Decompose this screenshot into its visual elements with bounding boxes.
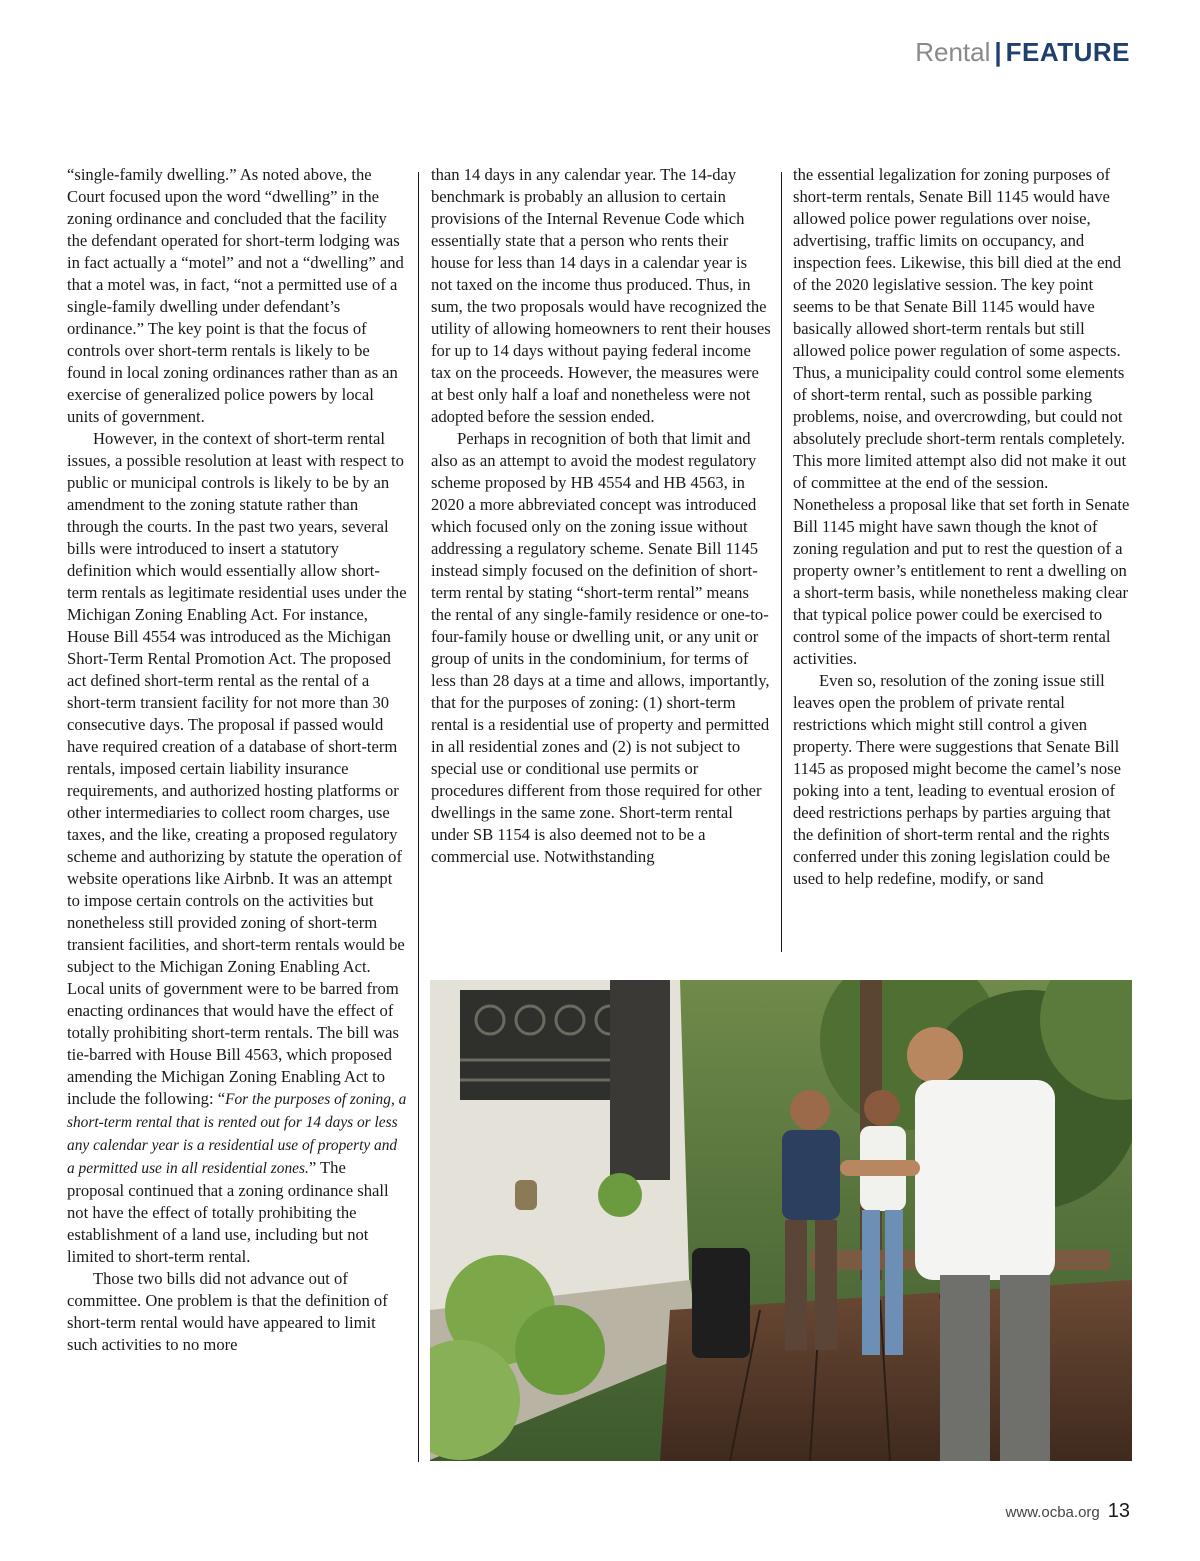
column-divider [418,172,419,1462]
page-footer [1006,1500,1130,1523]
header-section: FEATURE [1005,37,1130,67]
footer-website: www.ocba.org [1005,1504,1100,1521]
article-column-3 [793,164,1133,890]
column-divider [781,172,782,952]
host-greeting-guests-illustration [430,980,1132,1461]
paragraph: the essential legalization for zoning purposes of short-term rentals, Senate Bill 1145 would have allowed police power regulations over noise, advertising, traffic limits on occupancy, and inspection fees. Likewise, this bill died at the end of the 2020 legislative session. The key point seems to be that Senate Bill 1145 would have basically allowed short-term rentals but still allowed police power regulation of some aspects. Thus, a municipality could control some elements of short-term rental, such as possible parking problems, noise, and overcrowding, but could not absolutely preclude short-term rentals completely. This more limited attempt also did not make it out of committee at the end of the session. Nonetheless a proposal like that set forth in Senate Bill 1145 might have sawn though the knot of zoning regulation and put to rest the question of a property owner’s entitlement to rent a dwelling on a short-term basis, while nonetheless making clear that typical police power could be exercised to control some of the impacts of short-term rental activities. [793,165,1130,668]
header-kicker: Rental [915,37,991,67]
paragraph: Those two bills did not advance out of committee. One problem is that the definition of short-term rental would have appeared to limit such activities to no more [67,1269,388,1354]
feature-photo [430,980,1132,1461]
paragraph-text: However, in the context of short-term rental issues, a possible resolution at least with respect to public or municipal controls is likely to be by an amendment to the zoning statute rather than through the courts. In the past two years, several bills were introduced to insert a statutory definition which would essentially allow short-term rentals as legitimate residential uses under the Michigan Zoning Enabling Act. For instance, House Bill 4554 was introduced as the Michigan Short-Term Rental Promotion Act. The proposed act defined short-term rental as the rental of a short-term transient facility for not more than 30 consecutive days. The proposal if passed would have required creation of a database of short-term rentals, imposed certain liability insurance requirements, and authorized hosting platforms or other intermediaries to collect room charges, use taxes, and the like, creating a proposed regulatory scheme and authorizing by statute the operation of website operations like Airbnb. It was an attempt to impose certain controls on the activities but nonetheless still provided zoning of short-term transient facilities, and short-term rentals would be subject to the Michigan Zoning Enabling Act. Local units of government were to be barred from enacting ordinances that would have the effect of totally prohibiting short-term rentals. The bill was tie-barred with House Bill 4563, which proposed amending the Michigan Zoning Enabling Act to include the following: “ [67,429,407,1108]
article-column-2 [431,164,771,868]
article-column-1 [67,164,407,1356]
bill-quote: For the purposes of zoning, a short-term rental that is rented out for 14 days or less any calendar year is a residential use of property and a permitted use in all residential zones. [67,1091,407,1177]
page-number: 13 [1107,1500,1130,1522]
running-header [915,36,1130,68]
paragraph [67,428,407,1268]
paragraph-text: ” The proposal continued that a zoning ordinance shall not have the effect of totally prohibiting the establishment of a land use, including but not limited to short-term rental. [67,1158,389,1266]
header-separator: | [994,37,1002,67]
paragraph: Even so, resolution of the zoning issue still leaves open the problem of private rental restrictions which might still control a given property. There were suggestions that Senate Bill 1145 as proposed might become the camel’s nose poking into a tent, leading to eventual erosion of deed restrictions perhaps by parties arguing that the definition of short-term rental and the rights conferred under this zoning legislation could be used to help redefine, modify, or sand [793,671,1121,888]
paragraph: “single-family dwelling.” As noted above, the Court focused upon the word “dwelling” in the zoning ordinance and concluded that the facility the defendant operated for short-term lodging was in fact actually a “motel” and not a “dwelling” and that a motel was, in fact, “not a permitted use of a single-family dwelling under defendant’s ordinance.” The key point is that the focus of controls over short-term rentals is likely to be found in local zoning ordinances rather than as an exercise of generalized police powers by local units of government. [67,165,404,426]
paragraph: than 14 days in any calendar year. The 14-day benchmark is probably an allusion to certain provisions of the Internal Revenue Code which essentially state that a person who rents their house for less than 14 days in a calendar year is not taxed on the income thus produced. Thus, in sum, the two proposals would have recognized the utility of allowing homeowners to rent their houses for up to 14 days without paying federal income tax on the proceeds. However, the measures were at best only half a loaf and nonetheless were not adopted before the session ended. [431,165,771,426]
paragraph: Perhaps in recognition of both that limit and also as an attempt to avoid the modest regulatory scheme proposed by HB 4554 and HB 4563, in 2020 a more abbreviated concept was introduced which focused only on the zoning issue without addressing a regulatory scheme. Senate Bill 1145 instead simply focused on the definition of short-term rental by stating “short-term rental” means the rental of any single-family residence or one-to-four-family house or dwelling unit, or any unit or group of units in the condominium, for terms of less than 28 days at a time and allows, importantly, that for the purposes of zoning: (1) short-term rental is a residential use of property and permitted in all residential zones and (2) is not subject to special use or conditional use permits or procedures different from those required for other dwellings in the same zone. Short-term rental under SB 1154 is also deemed not to be a commercial use. Notwithstanding [431,429,770,866]
